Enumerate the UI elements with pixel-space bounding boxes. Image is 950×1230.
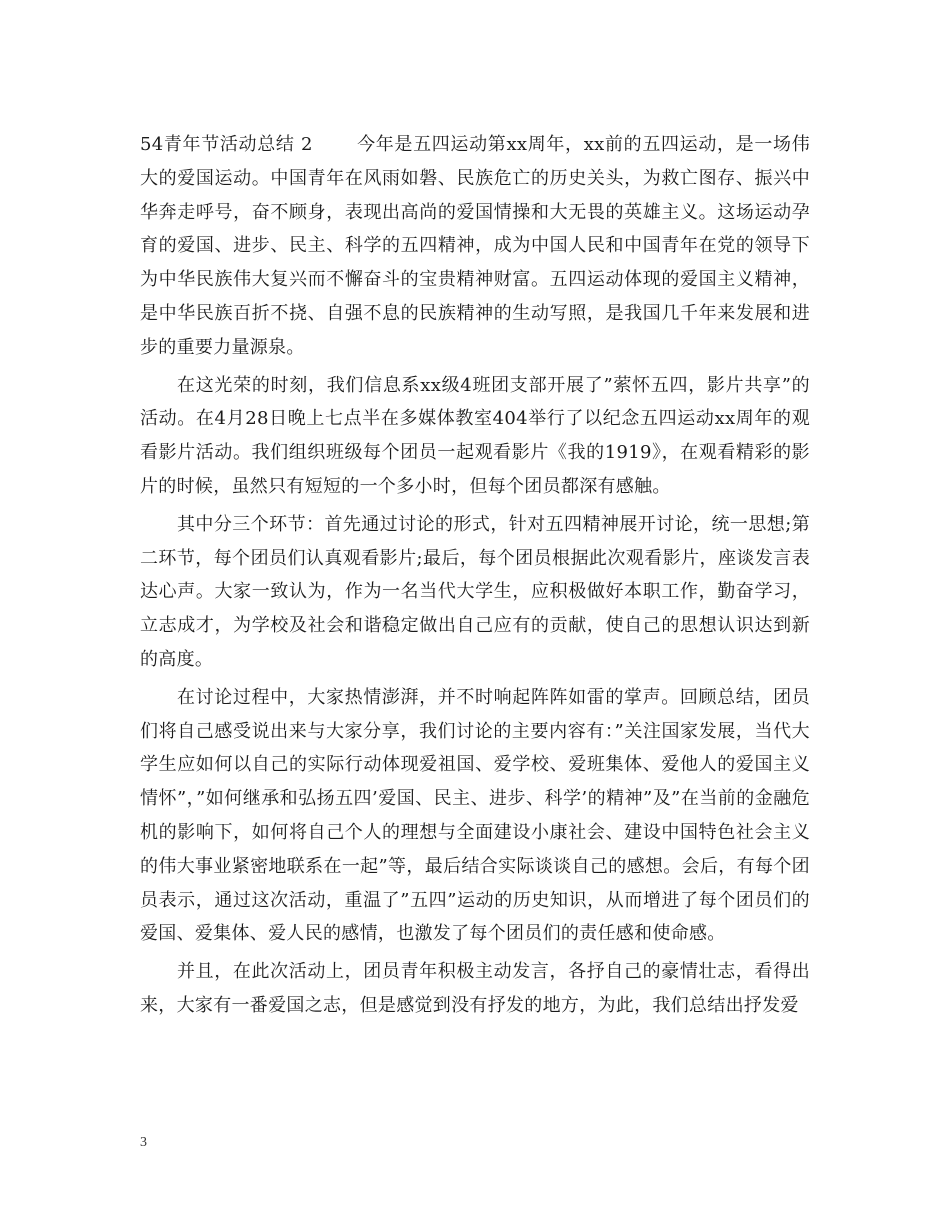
paragraph-1-text: 今年是五四运动第xx周年，xx前的五四运动，是一场伟大的爱国运动。中国青年在风雨如磐、民族危亡的历史关头，为救亡图存、振兴中华奔走呼号，奋不顾身，表现出高尚的爱国情操和大无畏的英雄主义。这场运动孕育的爱国、进步、民主、科学的五四精神，成为中国人民和中国青年在党的领导下为中华民族伟大复兴而不懈奋斗的宝贵精神财富。五四运动体现的爱国主义精神，是中华民族百折不挠、自强不息的民族精神的生动写照，是我国几千年来发展和进步的重要力量源泉。 — [140, 134, 810, 358]
document-body — [140, 128, 810, 1027]
paragraph-5: 并且，在此次活动上，团员青年积极主动发言，各抒自己的豪情壮志，看得出来，大家有一番爱国之志，但是感觉到没有抒发的地方，为此，我们总结出抒发爱 — [140, 961, 810, 1016]
page-number: 3 — [140, 1135, 147, 1150]
paragraph-3: 其中分三个环节：首先通过讨论的形式，针对五四精神展开讨论，统一思想;第二环节，每个团员们认真观看影片;最后，每个团员根据此次观看影片，座谈发言表达心声。大家一致认为，作为一名当代大学生，应积极做好本职工作，勤奋学习，立志成才，为学校及社会和谐稳定做出自己应有的贡献，使自己的思想认识达到新的高度。 — [140, 513, 810, 670]
paragraph-1 — [140, 128, 810, 365]
paragraph-4: 在讨论过程中，大家热情澎湃，并不时响起阵阵如雷的掌声。回顾总结，团员们将自己感受说出来与大家分享，我们讨论的主要内容有：”关注国家发展，当代大学生应如何以自己的实际行动体现爱祖国、爱学校、爱班集体、爱他人的爱国主义情怀”，”如何继承和弘扬五四’爱国、民主、进步、科学’的精神”及”在当前的金融危机的影响下，如何将自己个人的理想与全面建设小康社会、建设中国特色社会主义的伟大事业紧密地联系在一起”等，最后结合实际谈谈自己的感想。会后，有每个团员表示，通过这次活动，重温了”五四”运动的历史知识，从而增进了每个团员们的爱国、爱集体、爱人民的感情，也激发了每个团员们的责任感和使命感。 — [140, 686, 810, 945]
paragraph-2: 在这光荣的时刻，我们信息系xx级4班团支部开展了”萦怀五四，影片共享”的活动。在4月28日晚上七点半在多媒体教室404举行了以纪念五四运动xx周年的观看影片活动。我们组织班级每个团员一起观看影片《我的1919》，在观看精彩的影片的时候，虽然只有短短的一个多小时，但每个团员都深有感触。 — [140, 374, 810, 497]
document-title: 54青年节活动总结 2 — [140, 134, 313, 155]
